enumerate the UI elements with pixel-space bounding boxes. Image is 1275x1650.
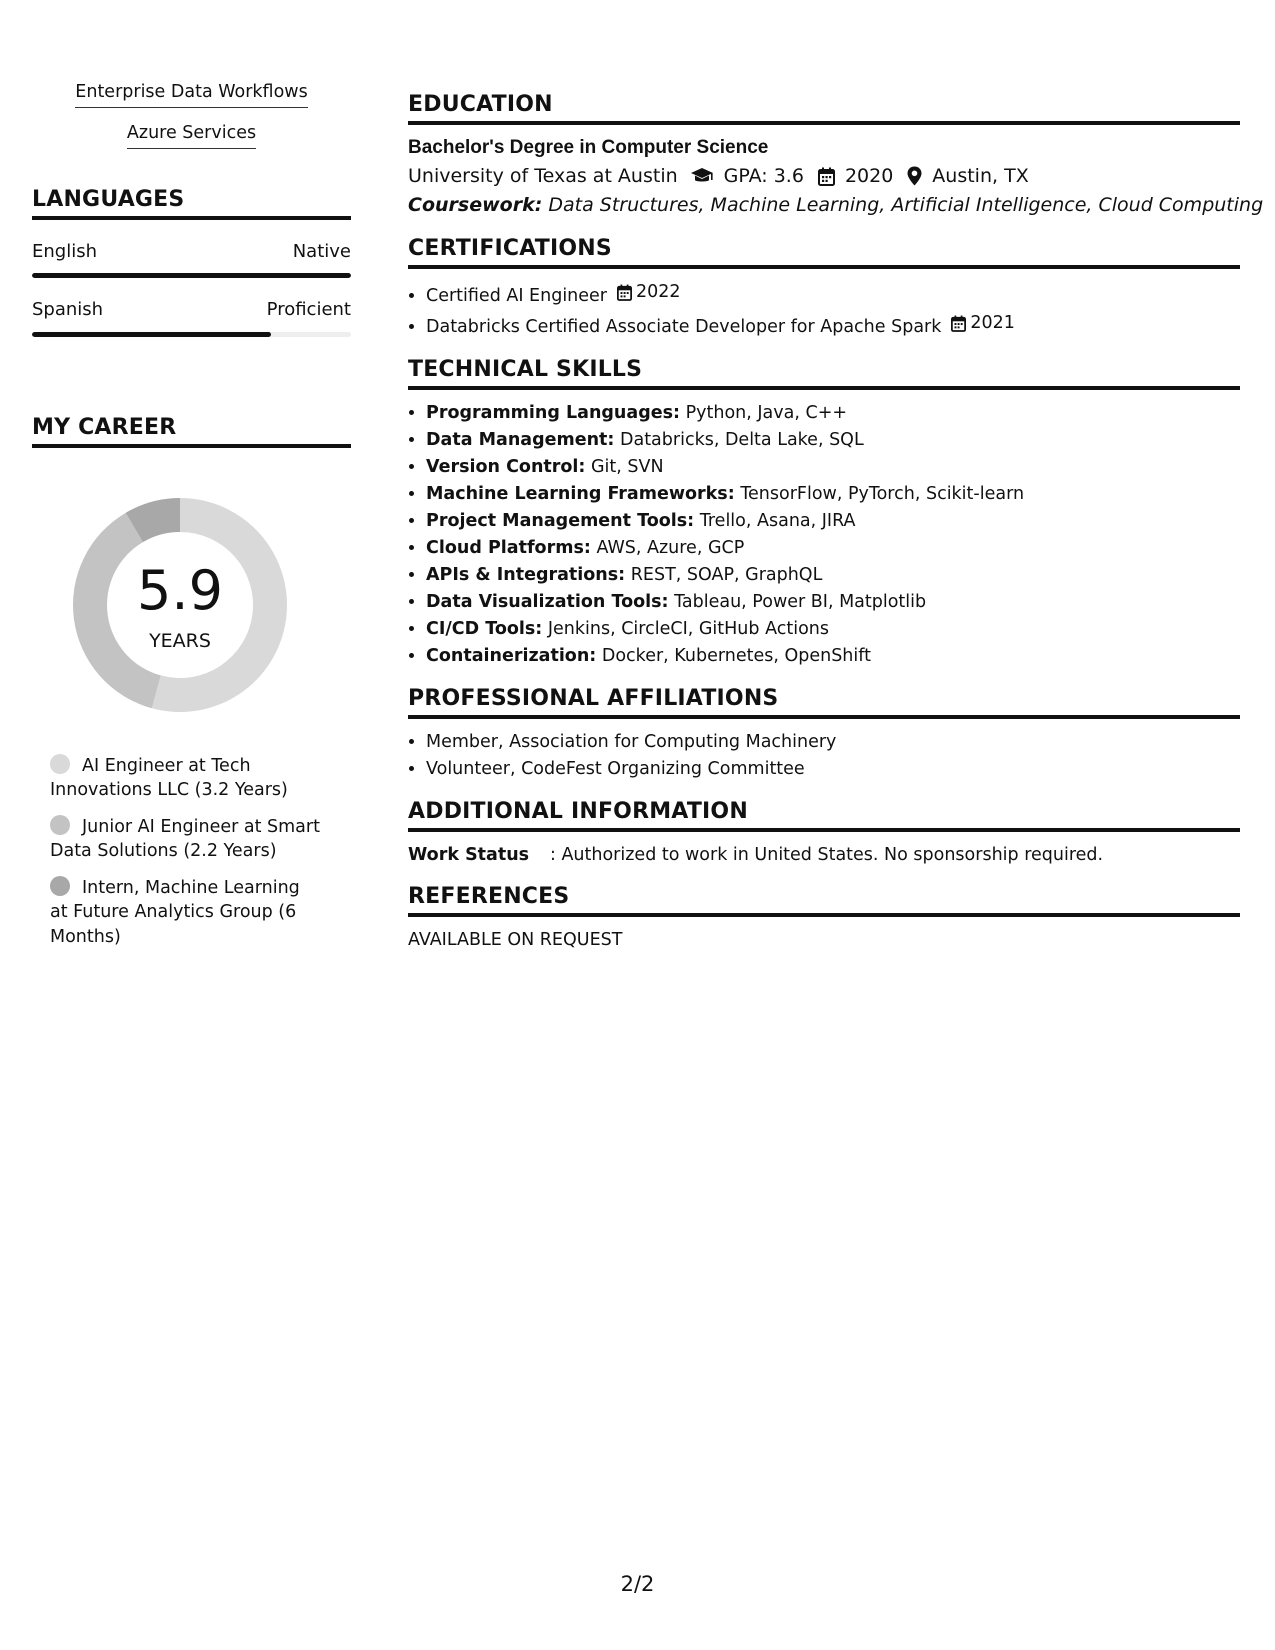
calendar-icon [617, 284, 632, 301]
languages-heading: LANGUAGES [32, 187, 351, 220]
legend-dot [50, 815, 70, 835]
skill-values: Databricks, Delta Lake, SQL [620, 429, 864, 450]
page-number: 2/2 [620, 1572, 655, 1596]
graduation-cap-icon [690, 167, 714, 185]
skill-values: AWS, Azure, GCP [596, 537, 745, 558]
location-pin-icon [907, 166, 922, 186]
references-heading: REFERENCES [408, 884, 1240, 917]
certifications-heading: CERTIFICATIONS [408, 236, 1240, 269]
certifications-section [408, 236, 1240, 341]
technical-skills-section [408, 357, 1240, 670]
skill-values: Python, Java, C++ [685, 402, 848, 423]
affiliation-item: • Member, Association for Computing Machinery [426, 729, 1240, 756]
certification-name: Certified AI Engineer [426, 285, 607, 306]
career-total-years: 5.9 [137, 558, 223, 622]
certification-year: 2021 [970, 312, 1015, 333]
affiliations-heading: PROFESSIONAL AFFILIATIONS [408, 686, 1240, 719]
career-legend-label: Intern, Machine Learning at Future Analytics Group (6 Months) [50, 877, 300, 947]
language-item [32, 298, 351, 336]
skill-category: Machine Learning Frameworks: [426, 483, 735, 504]
skill-item [426, 508, 1240, 535]
career-legend-label: Junior AI Engineer at Smart Data Solutions (2.2 Years) [50, 816, 320, 862]
skill-item [426, 616, 1240, 643]
language-item [32, 240, 351, 278]
skill-item [426, 643, 1240, 670]
skill-item [426, 481, 1240, 508]
degree-title: Bachelor's Degree in Computer Science [408, 137, 769, 158]
education-section [408, 92, 1264, 220]
skill-category: Data Visualization Tools: [426, 591, 669, 612]
language-level: Proficient [266, 299, 351, 321]
skill-values: Tableau, Power BI, Matplotlib [674, 591, 927, 612]
references-text: AVAILABLE ON REQUEST [408, 929, 623, 950]
work-status-value: : Authorized to work in United States. No sponsorship required. [550, 844, 1104, 865]
left-column [32, 82, 351, 961]
affiliations-section [408, 686, 1240, 783]
skill-category: CI/CD Tools: [426, 618, 543, 639]
career-donut-chart [65, 490, 295, 720]
legend-dot [50, 754, 70, 774]
skill-tag [32, 82, 351, 108]
gpa: GPA: 3.6 [723, 164, 804, 187]
skill-values: Jenkins, CircleCI, GitHub Actions [547, 618, 829, 639]
language-level: Native [292, 240, 351, 262]
career-legend-item [50, 876, 322, 950]
skill-values: REST, SOAP, GraphQL [630, 564, 823, 585]
skill-category: Data Management: [426, 429, 615, 450]
additional-info-section [408, 799, 1240, 868]
skill-values: Docker, Kubernetes, OpenShift [601, 645, 871, 666]
coursework-list: Data Structures, Machine Learning, Artificial Intelligence, Cloud Computing [548, 194, 1264, 217]
career-legend [50, 754, 322, 950]
coursework-label: Coursework: [408, 194, 543, 217]
calendar-icon [818, 167, 835, 186]
career-donut-segment [73, 512, 161, 707]
career-legend-label: AI Engineer at Tech Innovations LLC (3.2 Years) [50, 755, 288, 801]
school-location: Austin, TX [932, 164, 1029, 187]
skill-tag-label: Azure Services [127, 123, 256, 149]
certification-item [426, 279, 1240, 310]
skill-tag [32, 123, 351, 149]
skill-category: APIs & Integrations: [426, 564, 626, 585]
skill-tag-label: Enterprise Data Workflows [75, 82, 307, 108]
language-name: Spanish [32, 299, 104, 321]
right-column [408, 92, 1264, 969]
references-section [408, 884, 1240, 953]
skill-category: Programming Languages: [426, 402, 681, 423]
skill-item [426, 562, 1240, 589]
skill-item [426, 589, 1240, 616]
skill-item [426, 454, 1240, 481]
career-legend-item [50, 815, 322, 864]
education-details [408, 162, 1240, 191]
certification-name: Databricks Certified Associate Developer for Apache Spark [426, 316, 942, 337]
calendar-icon [951, 315, 966, 332]
skill-values: Git, SVN [591, 456, 664, 477]
skill-item [426, 400, 1240, 427]
career-legend-item [50, 754, 322, 803]
certification-item [426, 310, 1240, 341]
school-name: University of Texas at Austin [408, 164, 678, 187]
language-name: English [32, 240, 97, 262]
skill-values: Trello, Asana, JIRA [699, 510, 856, 531]
legend-dot [50, 876, 70, 896]
additional-info-heading: ADDITIONAL INFORMATION [408, 799, 1240, 832]
language-bar-fill [32, 273, 351, 278]
language-bar-fill [32, 332, 271, 337]
skill-item [426, 535, 1240, 562]
career-donut-svg [65, 490, 295, 720]
career-total-unit: YEARS [149, 629, 211, 652]
language-bar [32, 332, 351, 337]
work-status-label: Work Status [408, 844, 530, 865]
work-status-row [408, 842, 1240, 868]
skill-item [426, 427, 1240, 454]
affiliation-item: • Volunteer, CodeFest Organizing Committee [426, 756, 1240, 783]
coursework [408, 191, 1264, 220]
skill-category: Version Control: [426, 456, 586, 477]
career-heading: MY CAREER [32, 415, 351, 448]
certification-year: 2022 [636, 281, 681, 302]
skill-category: Containerization: [426, 645, 597, 666]
technical-skills-heading: TECHNICAL SKILLS [408, 357, 1240, 390]
education-heading: EDUCATION [408, 92, 1240, 125]
skill-category: Cloud Platforms: [426, 537, 591, 558]
skill-category: Project Management Tools: [426, 510, 695, 531]
skill-values: TensorFlow, PyTorch, Scikit-learn [740, 483, 1025, 504]
language-bar [32, 273, 351, 278]
graduation-year: 2020 [844, 164, 894, 187]
